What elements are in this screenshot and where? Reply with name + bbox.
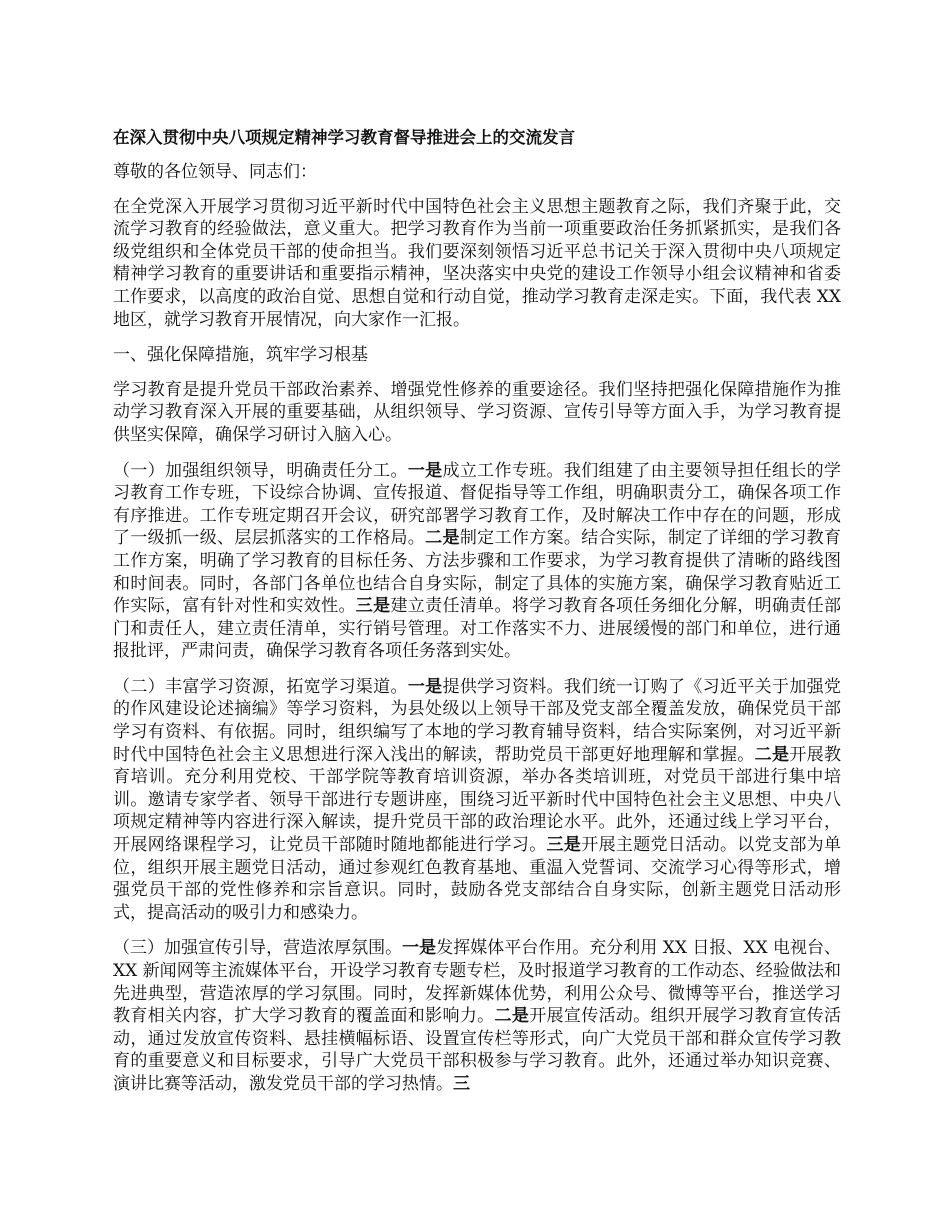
subsection-1-paragraph: [113, 460, 841, 663]
point-marker-2: 二是: [425, 528, 460, 549]
point-marker-1: 一是: [407, 676, 443, 697]
point-marker-1: 一是: [407, 460, 443, 481]
point-text-3: 开展主题党日活动。以党支部为单位，组织开展主题党日活动，通过参观红色教育基地、重温入党誓词、交流学习心得等形式，增强党员干部的党性修养和宗旨意识。同时，鼓励各党支部结合自身实际，创新主题党日活动形式，提高活动的吸引力和感染力。: [113, 835, 842, 923]
point-marker-3: 三是: [355, 596, 391, 617]
intro-paragraph: 在全党深入开展学习贯彻习近平新时代中国特色社会主义思想主题教育之际，我们齐聚于此，交流学习教育的经验做法，意义重大。把学习教育作为当前一项重要政治任务抓紧抓实，是我们各级党组织和全体党员干部的使命担当。我们要深刻领悟习近平总书记关于深入贯彻中央八项规定精神学习教育的重要讲话和重要指示精神，坚决落实中央党的建设工作领导小组会议精神和省委工作要求，以高度的政治自觉、思想自觉和行动自觉，推动学习教育走深走实。下面，我代表 XX 地区，就学习教育开展情况，向大家作一汇报。: [113, 196, 841, 330]
point-text-2: 制定工作方案。结合实际，制定了详细的学习教育工作方案，明确了学习教育的目标任务、方法步骤和工作要求，为学习教育提供了清晰的路线图和时间表。同时，各部门各单位也结合自身实际，制定了具体的实施方案，确保学习教育贴近工作实际，富有针对性和实效性。: [113, 528, 842, 617]
point-text-1: 发挥媒体平台作用。充分利用 XX 日报、XX 电视台、XX 新闻网等主流媒体平台，开设学习教育专题专栏，及时报道学习教育的工作动态、经验做法和先进典型，营造浓厚的学习氛围。同时，发挥新媒体优势，利用公众号、微博等平台，推送学习教育相关内容，扩大学习教育的覆盖面和影响力。: [113, 938, 842, 1027]
section-1-lead-paragraph: 学习教育是提升党员干部政治素养、增强党性修养的重要途径。我们坚持把强化保障措施作为推动学习教育深入开展的重要基础，从组织领导、学习资源、宣传引导等方面入手，为学习教育提供坚实保障，确保学习研讨入脑入心。: [113, 379, 841, 445]
subsection-3-paragraph: [113, 937, 841, 1095]
point-text-3: 建立责任清单。将学习教育各项任务细化分解，明确责任部门和责任人，建立责任清单，实行销号管理。对工作落实不力、进展缓慢的部门和单位，进行通报批评，严肃问责，确保学习教育各项任务落到实处。: [113, 596, 842, 662]
point-marker-2: 二是: [754, 744, 790, 765]
subsection-3-heading: （三）加强宣传引导，营造浓厚氛围。: [113, 938, 403, 959]
point-text-2: 开展教育培训。充分利用党校、干部学院等教育培训资源，举办各类培训班，对党员干部进行集中培训。邀请专家学者、领导干部进行专题讲座，围绕习近平新时代中国特色社会主义思想、中央八项规定精神等内容进行深入解读，提升党员干部的政治理论水平。此外，还通过线上学习平台，开展网络课程学习，让党员干部随时随地都能进行学习。: [113, 744, 842, 856]
point-marker-2: 二是: [494, 1006, 530, 1027]
salutation: 尊敬的各位领导、同志们：: [113, 162, 317, 182]
subsection-2-paragraph: [113, 676, 841, 925]
subsection-2-heading: （二）丰富学习资源，拓宽学习渠道。: [113, 676, 408, 697]
section-heading-1: 一、强化保障措施，筑牢学习根基: [113, 345, 368, 366]
point-text-1: 提供学习资料。我们统一订购了《习近平关于加强党的作风建设论述摘编》等学习资料，为县处级以上领导干部及党支部全覆盖发放，确保党员干部学习有资料、有依据。同时，组织编写了本地的学习教育辅导资料，结合实际案例，对习近平新时代中国特色社会主义思想进行深入浅出的解读，帮助党员干部更好地理解和掌握。: [113, 676, 842, 765]
point-marker-3: 三是: [546, 835, 582, 856]
point-marker-3: 三: [453, 1073, 470, 1094]
document-page: [113, 127, 841, 1109]
point-text-1: 成立工作专班。我们组建了由主要领导担任组长的学习教育工作专班，下设综合协调、宣传报道、督促指导等工作组，明确职责分工，确保各项工作有序推进。工作专班定期召开会议，研究部署学习教育工作，及时解决工作中存在的问题，形成了一级抓一级、层层抓落实的工作格局。: [113, 460, 842, 549]
point-text-2: 开展宣传活动。组织开展学习教育宣传活动，通过发放宣传资料、悬挂横幅标语、设置宣传栏等形式，向广大党员干部和群众宣传学习教育的重要意义和目标要求，引导广大党员干部积极参与学习教育。此外，还通过举办知识竞赛、演讲比赛等活动，激发党员干部的学习热情。: [113, 1006, 842, 1094]
subsection-1-heading: （一）加强组织领导，明确责任分工。: [113, 460, 408, 481]
point-marker-1: 一是: [402, 938, 437, 959]
document-title: 在深入贯彻中央八项规定精神学习教育督导推进会上的交流发言: [113, 128, 575, 147]
